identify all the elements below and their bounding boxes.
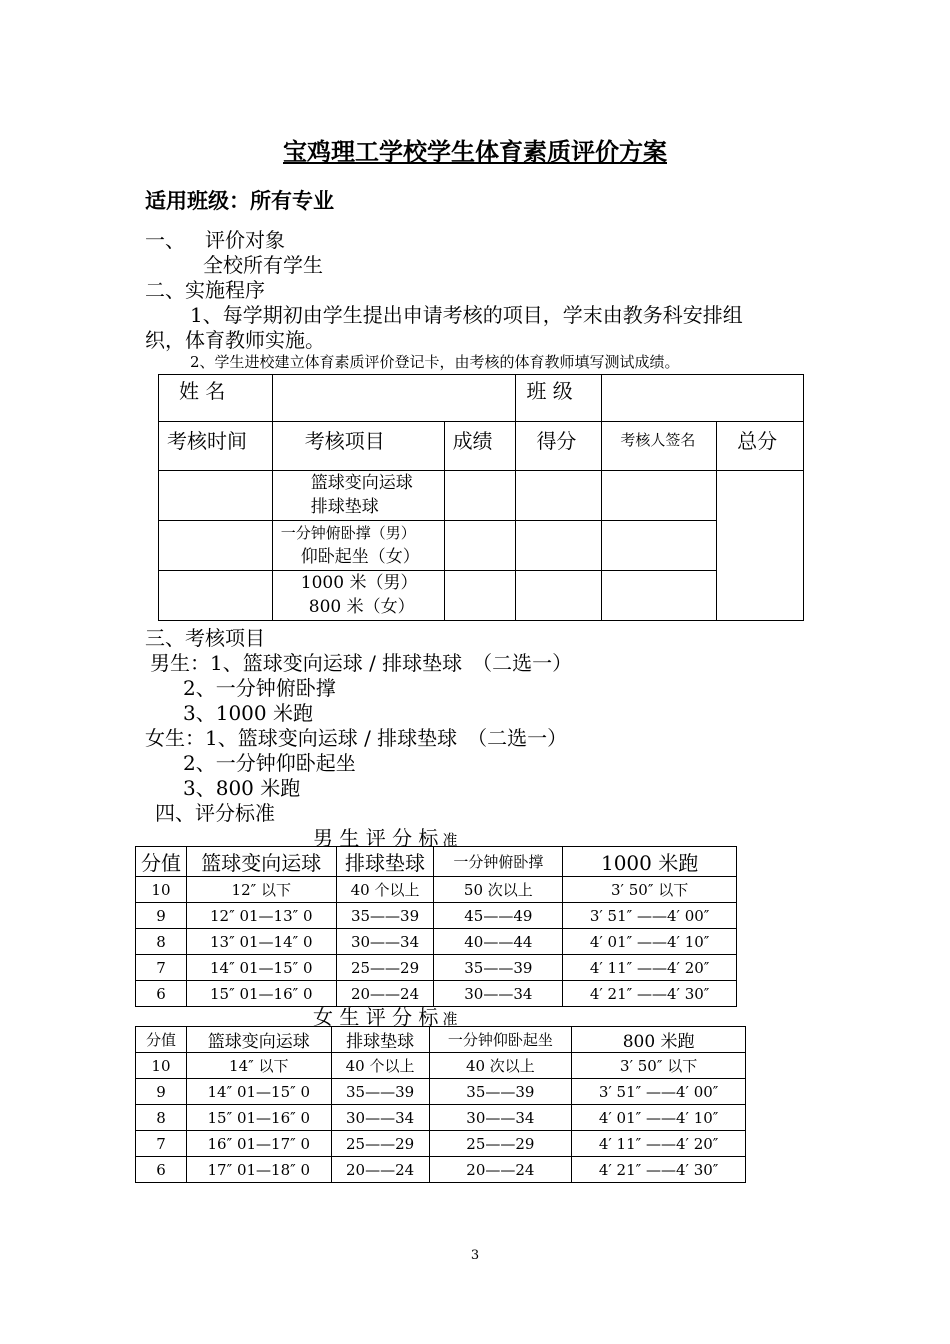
section-2-p1-line2: 织，体育教师实施。 bbox=[145, 328, 325, 352]
exam-time-cell[interactable] bbox=[159, 471, 273, 521]
header-cell: 一分钟仰卧起坐 bbox=[429, 1027, 572, 1053]
section-3-heading: 三、考核项目 bbox=[145, 626, 265, 650]
header-cell: 篮球变向运球 bbox=[186, 847, 336, 877]
female-item-3: 3、800 米跑 bbox=[183, 776, 301, 800]
table-row: 8 13″ 01—14″ 0 30——34 40——44 4′ 01″ ——4′ 10″ bbox=[136, 929, 737, 955]
signature-cell[interactable] bbox=[602, 571, 717, 621]
female-standard-title: 女 生 评 分 标 准 bbox=[313, 1005, 458, 1029]
header-cell: 分值 bbox=[136, 847, 187, 877]
page-title: 宝鸡理工学校学生体育素质评价方案 bbox=[283, 137, 667, 166]
header-examiner-signature: 考核人签名 bbox=[602, 422, 717, 471]
header-points: 得分 bbox=[516, 422, 602, 471]
header-exam-item: 考核项目 bbox=[272, 422, 444, 471]
header-cell: 篮球变向运球 bbox=[186, 1027, 331, 1053]
points-cell[interactable] bbox=[516, 521, 602, 571]
table-header-row bbox=[136, 847, 737, 877]
score-cell[interactable] bbox=[444, 471, 516, 521]
name-label: 姓 名 bbox=[159, 375, 273, 422]
section-1-body: 全校所有学生 bbox=[203, 253, 323, 277]
table-row: 10 12″ 以下 40 个以上 50 次以上 3′ 50″ 以下 bbox=[136, 877, 737, 903]
item-pushup-situp: 一分钟俯卧撑（男） 仰卧起坐（女） bbox=[272, 521, 444, 571]
score-cell[interactable] bbox=[444, 521, 516, 571]
item-basketball-volleyball: 篮球变向运球 排球垫球 bbox=[272, 471, 444, 521]
header-cell: 分值 bbox=[136, 1027, 187, 1053]
table-row: 7 16″ 01—17″ 0 25——29 25——29 4′ 11″ ——4′ 20″ bbox=[136, 1131, 746, 1157]
signature-cell[interactable] bbox=[602, 471, 717, 521]
header-cell: 1000 米跑 bbox=[563, 847, 737, 877]
table-row: 9 12″ 01—13″ 0 35——39 45——49 3′ 51″ ——4′ 00″ bbox=[136, 903, 737, 929]
class-field[interactable] bbox=[602, 375, 804, 422]
table-row: 10 14″ 以下 40 个以上 40 次以上 3′ 50″ 以下 bbox=[136, 1053, 746, 1079]
exam-time-cell[interactable] bbox=[159, 571, 273, 621]
name-field[interactable] bbox=[272, 375, 516, 422]
points-cell[interactable] bbox=[516, 571, 602, 621]
female-standard-table bbox=[135, 1026, 746, 1183]
header-score: 成绩 bbox=[444, 422, 516, 471]
total-cell[interactable] bbox=[717, 471, 804, 621]
section-2-p2: 2、学生进校建立体育素质评价登记卡，由考核的体育教师填写测试成绩。 bbox=[190, 353, 680, 371]
section-1-heading: 一、 评价对象 bbox=[145, 228, 285, 252]
male-item-1: 男生：1、篮球变向运球 / 排球垫球 （二选一） bbox=[150, 651, 573, 675]
header-cell: 排球垫球 bbox=[336, 847, 434, 877]
section-2-p1-line1: 1、每学期初由学生提出申请考核的项目，学末由教务科安排组 bbox=[190, 303, 743, 327]
signature-cell[interactable] bbox=[602, 521, 717, 571]
item-run: 1000 米（男） 800 米（女） bbox=[272, 571, 444, 621]
male-standard-title: 男 生 评 分 标 准 bbox=[313, 826, 458, 850]
male-item-2: 2、一分钟俯卧撑 bbox=[183, 676, 336, 700]
female-item-2: 2、一分钟仰卧起坐 bbox=[183, 751, 356, 775]
exam-time-cell[interactable] bbox=[159, 521, 273, 571]
header-cell: 一分钟俯卧撑 bbox=[434, 847, 563, 877]
section-4-heading: 四、评分标准 bbox=[155, 801, 275, 825]
table-row: 6 17″ 01—18″ 0 20——24 20——24 4′ 21″ ——4′ 30″ bbox=[136, 1157, 746, 1183]
applies-to: 适用班级：所有专业 bbox=[145, 188, 334, 213]
header-cell: 800 米跑 bbox=[572, 1027, 746, 1053]
section-2-heading: 二、实施程序 bbox=[145, 278, 265, 302]
table-row: 6 15″ 01—16″ 0 20——24 30——34 4′ 21″ ——4′ 30″ bbox=[136, 981, 737, 1007]
table-header-row bbox=[136, 1027, 746, 1053]
male-standard-table bbox=[135, 846, 737, 1007]
class-label: 班 级 bbox=[516, 375, 602, 422]
table-row: 7 14″ 01—15″ 0 25——29 35——39 4′ 11″ ——4′ 20″ bbox=[136, 955, 737, 981]
registration-card-table bbox=[158, 374, 804, 621]
table-row: 9 14″ 01—15″ 0 35——39 35——39 3′ 51″ ——4′ 00″ bbox=[136, 1079, 746, 1105]
points-cell[interactable] bbox=[516, 471, 602, 521]
score-cell[interactable] bbox=[444, 571, 516, 621]
header-cell: 排球垫球 bbox=[331, 1027, 429, 1053]
page-number: 3 bbox=[470, 1248, 480, 1263]
header-total: 总分 bbox=[717, 422, 804, 471]
male-item-3: 3、1000 米跑 bbox=[183, 701, 313, 725]
table-row: 8 15″ 01—16″ 0 30——34 30——34 4′ 01″ ——4′ 10″ bbox=[136, 1105, 746, 1131]
female-item-1: 女生：1、篮球变向运球 / 排球垫球 （二选一） bbox=[145, 726, 568, 750]
header-exam-time: 考核时间 bbox=[159, 422, 273, 471]
